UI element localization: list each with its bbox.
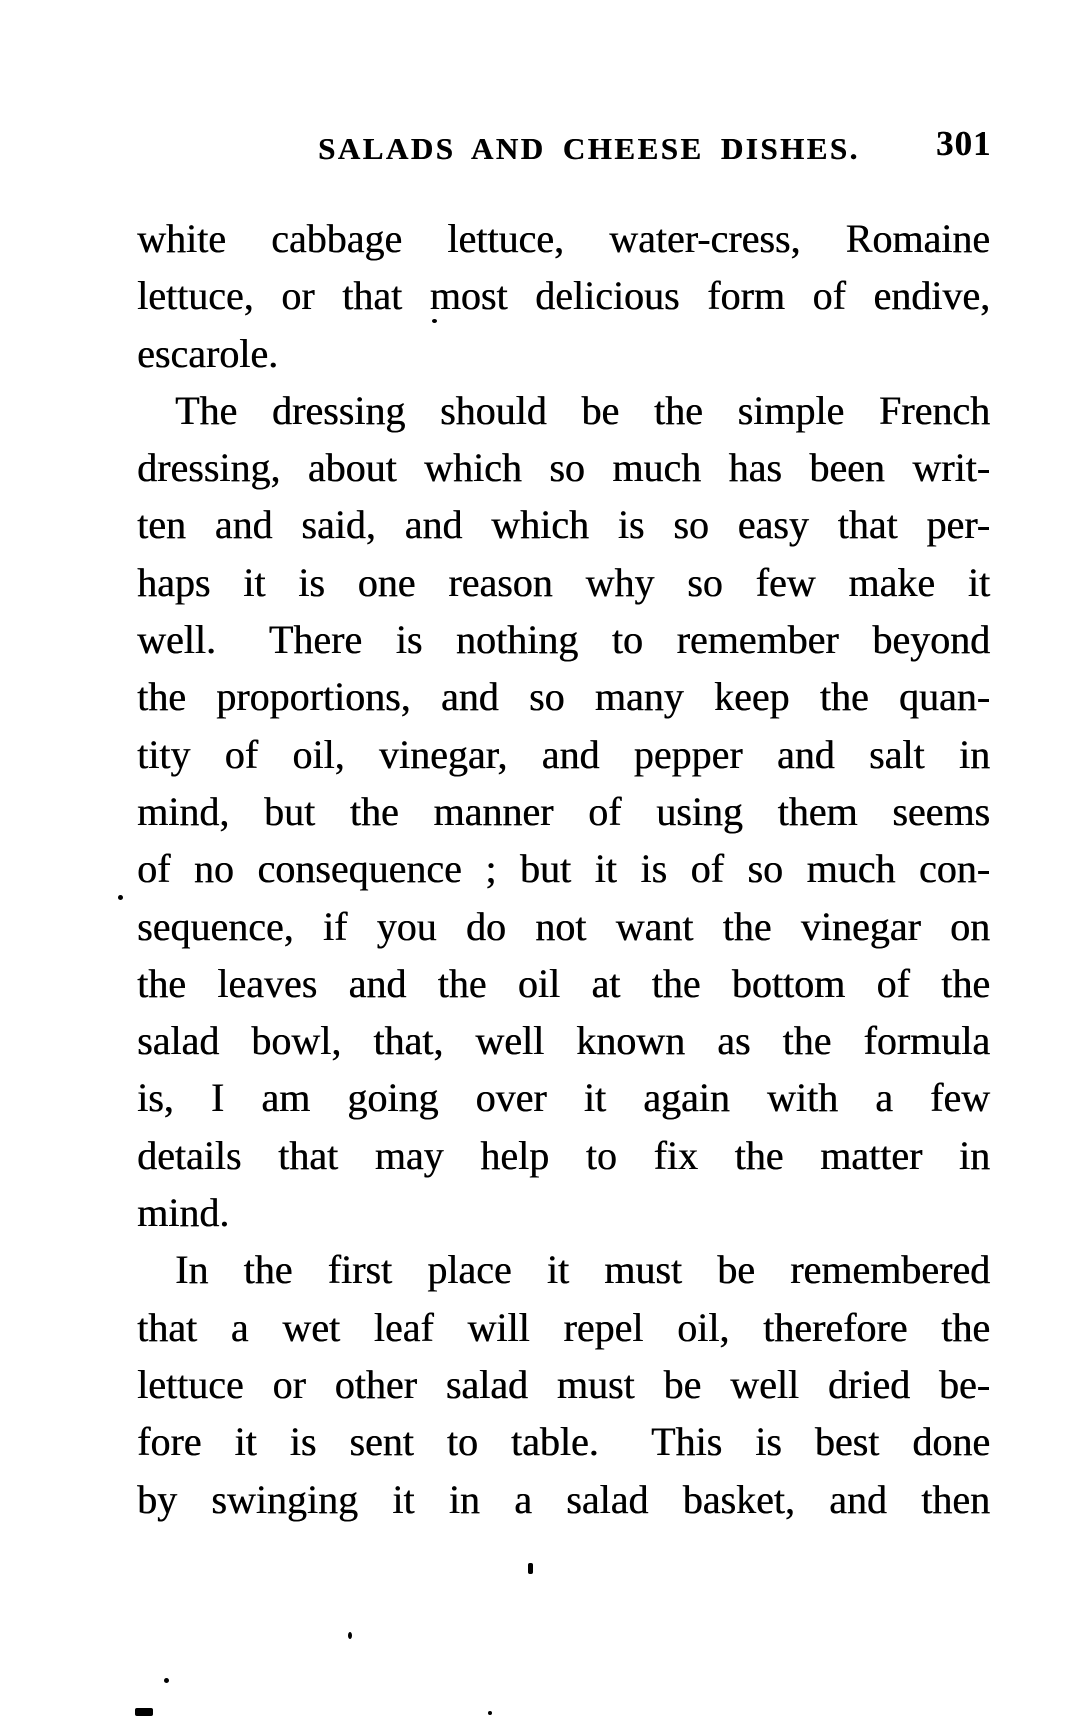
text-line: In the first place it must be remembered (175, 1247, 990, 1293)
text-line: escarole. (137, 330, 279, 376)
ink-speck (164, 1678, 169, 1683)
text-line: sequence, if you do not want the vinegar on (137, 903, 990, 949)
text-line: that a wet leaf will repel oil, therefore the (137, 1304, 990, 1350)
text-line: of no consequence ; but it is of so much con- (137, 846, 990, 892)
text-line: tity of oil, vinegar, and pepper and salt in (137, 731, 990, 777)
text-line: white cabbage lettuce, water-cress, Romaine (137, 216, 990, 261)
text-line: ten and said, and which is so easy that per- (137, 502, 990, 548)
body-text (137, 210, 990, 1528)
ink-speck (118, 895, 123, 900)
text-line: salad bowl, that, well known as the formula (137, 1018, 990, 1064)
ink-speck (135, 1708, 153, 1716)
text-line: the proportions, and so many keep the quan- (137, 674, 990, 720)
ink-speck (528, 1563, 533, 1574)
text-line: by swinging it in a salad basket, and then (137, 1476, 990, 1522)
text-line: haps it is one reason why so few make it (137, 559, 990, 605)
text-line: The dressing should be the simple French (175, 387, 990, 433)
text-line: mind. (137, 1190, 230, 1236)
ink-speck (348, 1632, 352, 1639)
text-line: lettuce, or that most delicious form of endive, (137, 273, 990, 319)
text-line: is, I am going over it again with a few (137, 1075, 990, 1121)
text-line: lettuce or other salad must be well dried be- (137, 1361, 990, 1407)
text-line: the leaves and the oil at the bottom of the (137, 960, 990, 1006)
page-number: 301 (936, 124, 992, 163)
page-header-title: SALADS AND CHEESE DISHES. (318, 131, 860, 166)
ink-speck (432, 319, 437, 323)
text-line: dressing, about which so much has been writ- (137, 445, 990, 491)
text-line: details that may help to fix the matter in (137, 1132, 990, 1178)
text-line: well. There is nothing to remember beyond (137, 617, 990, 663)
text-line: fore it is sent to table. This is best done (137, 1419, 990, 1465)
text-line: mind, but the manner of using them seems (137, 788, 990, 834)
ink-speck (488, 1711, 492, 1715)
